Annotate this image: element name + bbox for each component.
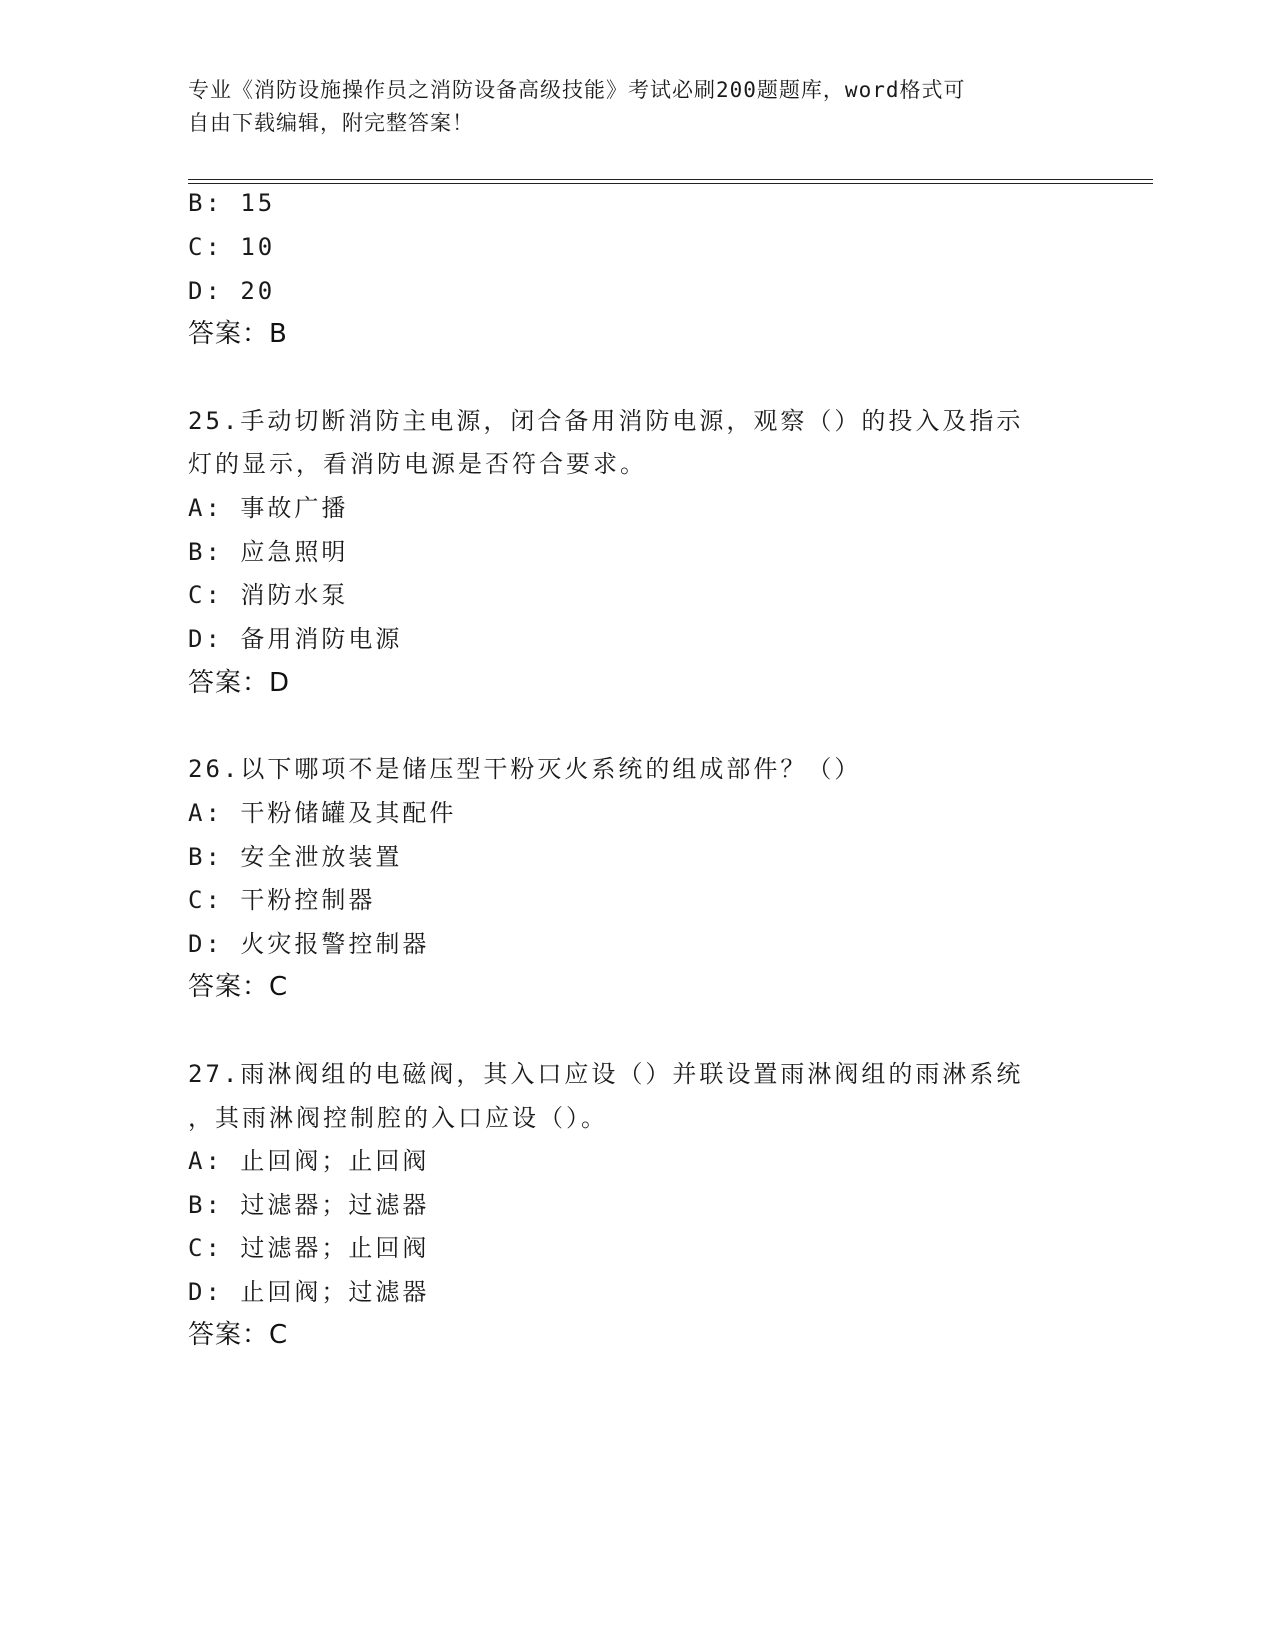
question-26-option-d: D: 火灾报警控制器	[188, 930, 430, 958]
question-25-stem-line-1: 25.手动切断消防主电源，闭合备用消防电源，观察（）的投入及指示	[188, 407, 1024, 435]
header-line-2: 自由下载编辑，附完整答案！	[188, 111, 474, 135]
answer-line: 答案：B	[188, 319, 288, 349]
option-b: B: 15	[188, 189, 276, 217]
question-26-stem-line-1: 26.以下哪项不是储压型干粉灭火系统的组成部件？（）	[188, 755, 862, 783]
question-26-answer: 答案：C	[188, 972, 289, 1002]
question-25-answer: 答案：D	[188, 668, 291, 698]
question-27-answer: 答案：C	[188, 1320, 289, 1350]
question-25-option-c: C: 消防水泵	[188, 581, 349, 609]
document-header	[188, 74, 1088, 140]
question-26-option-c: C: 干粉控制器	[188, 886, 376, 914]
header-divider-bottom	[188, 183, 1153, 184]
option-c: C: 10	[188, 233, 276, 261]
question-26-option-a: A: 干粉储罐及其配件	[188, 799, 457, 827]
question-27-option-d: D: 止回阀；过滤器	[188, 1278, 430, 1306]
question-27-option-a: A: 止回阀；止回阀	[188, 1147, 430, 1175]
question-25-option-b: B: 应急照明	[188, 538, 349, 566]
question-27-stem-line-2: ，其雨淋阀控制腔的入口应设（）。	[188, 1104, 608, 1132]
question-25-option-d: D: 备用消防电源	[188, 625, 403, 653]
question-27-option-c: C: 过滤器；止回阀	[188, 1234, 430, 1262]
question-25-stem-line-2: 灯的显示，看消防电源是否符合要求。	[188, 450, 647, 478]
header-divider-top	[188, 179, 1153, 180]
question-27-stem-line-1: 27.雨淋阀组的电磁阀，其入口应设（）并联设置雨淋阀组的雨淋系统	[188, 1060, 1024, 1088]
option-d: D: 20	[188, 277, 276, 305]
question-27-option-b: B: 过滤器；过滤器	[188, 1191, 430, 1219]
header-line-1: 专业《消防设施操作员之消防设备高级技能》考试必刷200题题库，word格式可	[188, 78, 966, 102]
question-25-option-a: A: 事故广播	[188, 494, 349, 522]
question-26-option-b: B: 安全泄放装置	[188, 843, 403, 871]
